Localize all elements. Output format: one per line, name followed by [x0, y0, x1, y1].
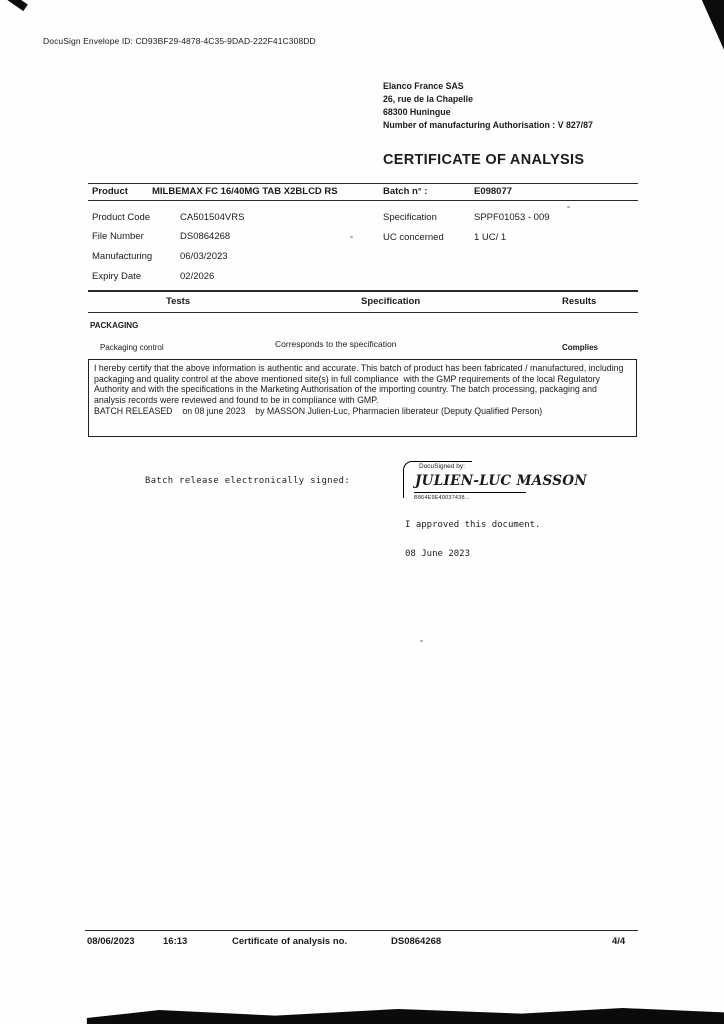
field-label-manufacturing: Manufacturing — [92, 251, 153, 262]
divider — [85, 930, 638, 931]
field-label-product-code: Product Code — [92, 212, 151, 223]
company-name: Elanco France SAS — [383, 81, 464, 91]
company-authorisation: Number of manufacturing Authorisation : V 827/87 — [383, 120, 593, 130]
scan-speck — [420, 640, 423, 642]
footer-doc-label: Certificate of analysis no. — [232, 936, 348, 947]
batch-released-line: BATCH RELEASED on 08 june 2023 by MASSON Julien-Luc, Pharmacien liberateur (Deputy Qualified Person) — [94, 405, 543, 416]
divider — [88, 200, 638, 201]
signer-signature: JULIEN-LUC MASSON — [415, 473, 587, 489]
page-title: CERTIFICATE OF ANALYSIS — [383, 152, 585, 168]
batch-value: E098077 — [474, 186, 513, 197]
company-block — [383, 80, 593, 132]
field-value-expiry-date: 02/2026 — [180, 271, 215, 282]
product-value: MILBEMAX FC 16/40MG TAB X2BLCD RS — [152, 186, 338, 197]
field-label-specification: Specification — [383, 212, 437, 223]
certification-body: I hereby certify that the above information is authentic and accurate. This batch of product has been fabricated / manufactured, including packaging and quality control at the above mentioned site(s) in full compliance with the GMP requirements of the local Regulatory Authority and with the specifications in the Marketing Authorisation of the importing country. The batch processing, packaging and analysis records were reviewed and found to be in compliance with GMP. — [94, 363, 626, 406]
footer-time: 16:13 — [163, 936, 188, 947]
footer-date: 08/06/2023 — [87, 936, 135, 947]
company-address-line2: 68300 Huningue — [383, 107, 451, 117]
docusign-envelope-id: DocuSign Envelope ID: CD93BF29-4878-4C35-9DAD-222F41C308DD — [43, 36, 316, 46]
field-label-file-number: File Number — [92, 231, 144, 242]
test-result: Complies — [562, 343, 599, 352]
batch-label: Batch n° : — [383, 186, 428, 197]
divider — [88, 183, 638, 184]
scan-artifact-top-left — [0, 0, 28, 11]
test-name: Packaging control — [100, 343, 164, 352]
docusign-label: DocuSigned by: — [419, 463, 465, 470]
docusign-stamp — [403, 459, 587, 501]
field-value-specification: SPPF01053 - 009 — [474, 212, 550, 223]
company-address-line1: 26, rue de la Chapelle — [383, 94, 473, 104]
results-header-tests: Tests — [166, 296, 191, 307]
field-value-uc-concerned: 1 UC/ 1 — [474, 232, 507, 243]
results-header-specification: Specification — [361, 296, 421, 307]
test-specification: Corresponds to the specification — [275, 339, 397, 349]
field-value-product-code: CA501504VRS — [180, 212, 245, 223]
divider — [88, 312, 638, 313]
signature-caption: Batch release electronically signed: — [145, 476, 351, 486]
results-header-results: Results — [562, 296, 597, 307]
field-value-manufacturing: 06/03/2023 — [180, 251, 228, 262]
divider — [88, 290, 638, 292]
product-label: Product — [92, 186, 128, 197]
field-label-expiry-date: Expiry Date — [92, 271, 142, 282]
scan-speck — [567, 206, 570, 208]
signature-date: 08 June 2023 — [405, 549, 471, 559]
scan-artifact-top-right — [697, 0, 724, 50]
footer-doc-number: DS0864268 — [391, 936, 442, 947]
approved-text: I approved this document. — [405, 520, 541, 530]
certification-box — [88, 359, 637, 437]
scan-speck — [350, 236, 353, 238]
docusign-bracket-icon — [403, 461, 472, 498]
field-label-uc-concerned: UC concerned — [383, 232, 444, 243]
section-packaging: PACKAGING — [90, 321, 139, 330]
scan-artifact-bottom — [0, 1004, 724, 1024]
signature-id: B864E9E40037438... — [414, 495, 470, 501]
field-value-file-number: DS0864268 — [180, 231, 231, 242]
footer-page-number: 4/4 — [612, 936, 626, 947]
